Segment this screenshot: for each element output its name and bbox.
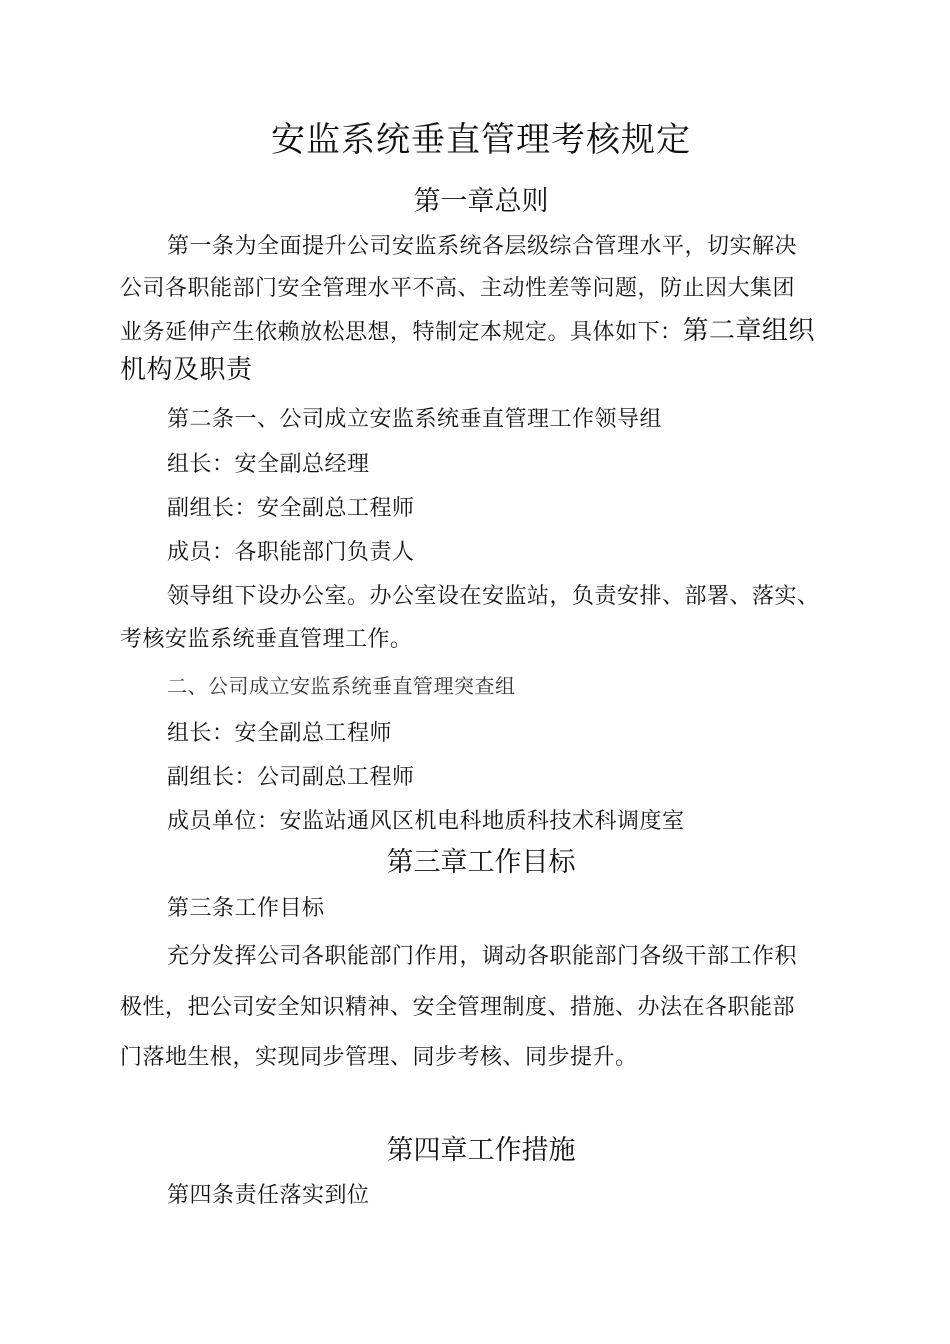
members-line: 成员：各职能部门负责人	[167, 540, 415, 565]
article-4-heading: 第四条责任落实到位	[167, 1183, 370, 1208]
article-3-heading: 第三条工作目标	[167, 896, 325, 921]
article-3-line-3: 门落地生根，实现同步管理、同步考核、同步提升。	[120, 1045, 638, 1070]
office-line-1: 领导组下设办公室。办公室设在安监站，负责安排、部署、落实、	[167, 584, 820, 609]
leader-line: 组长：安全副总经理	[167, 452, 370, 477]
article-3-line-1: 充分发挥公司各职能部门作用，调动各职能部门各级干部工作积	[167, 944, 798, 969]
inspection-group-heading: 二、公司成立安监系统垂直管理突查组	[167, 674, 516, 698]
inspection-members-line: 成员单位：安监站通风区机电科地质科技术科调度室	[167, 809, 685, 834]
article-1-line-3: 业务延伸产生依赖放松思想，特制定本规定。具体如下：	[120, 320, 683, 345]
inspection-deputy-line: 副组长：公司副总工程师	[167, 765, 415, 790]
office-line-2: 考核安监系统垂直管理工作。	[120, 627, 413, 652]
article-2-heading: 第二条一、公司成立安监系统垂直管理工作领导组	[167, 407, 663, 432]
chapter-1-heading: 第一章总则	[413, 186, 549, 217]
inspection-leader-line: 组长：安全副总工程师	[167, 721, 393, 746]
chapter-4-heading: 第四章工作措施	[386, 1135, 576, 1166]
article-1-line-2: 公司各职能部门安全管理水平不高、主动性差等问题，防止因大集团	[120, 276, 796, 301]
chapter-2-heading-part-2: 机构及职责	[120, 355, 253, 385]
article-3-line-2: 极性，把公司安全知识精神、安全管理制度、措施、办法在各职能部	[120, 995, 796, 1020]
document-title: 安监系统垂直管理考核规定	[271, 120, 691, 160]
deputy-leader-line: 副组长：安全副总工程师	[167, 496, 415, 521]
article-1-line-1: 第一条为全面提升公司安监系统各层级综合管理水平，切实解决	[167, 234, 798, 259]
article-1-line-3-row	[120, 316, 815, 348]
chapter-3-heading: 第三章工作目标	[386, 847, 576, 878]
chapter-2-heading-part-1: 第二章组织	[682, 316, 816, 346]
